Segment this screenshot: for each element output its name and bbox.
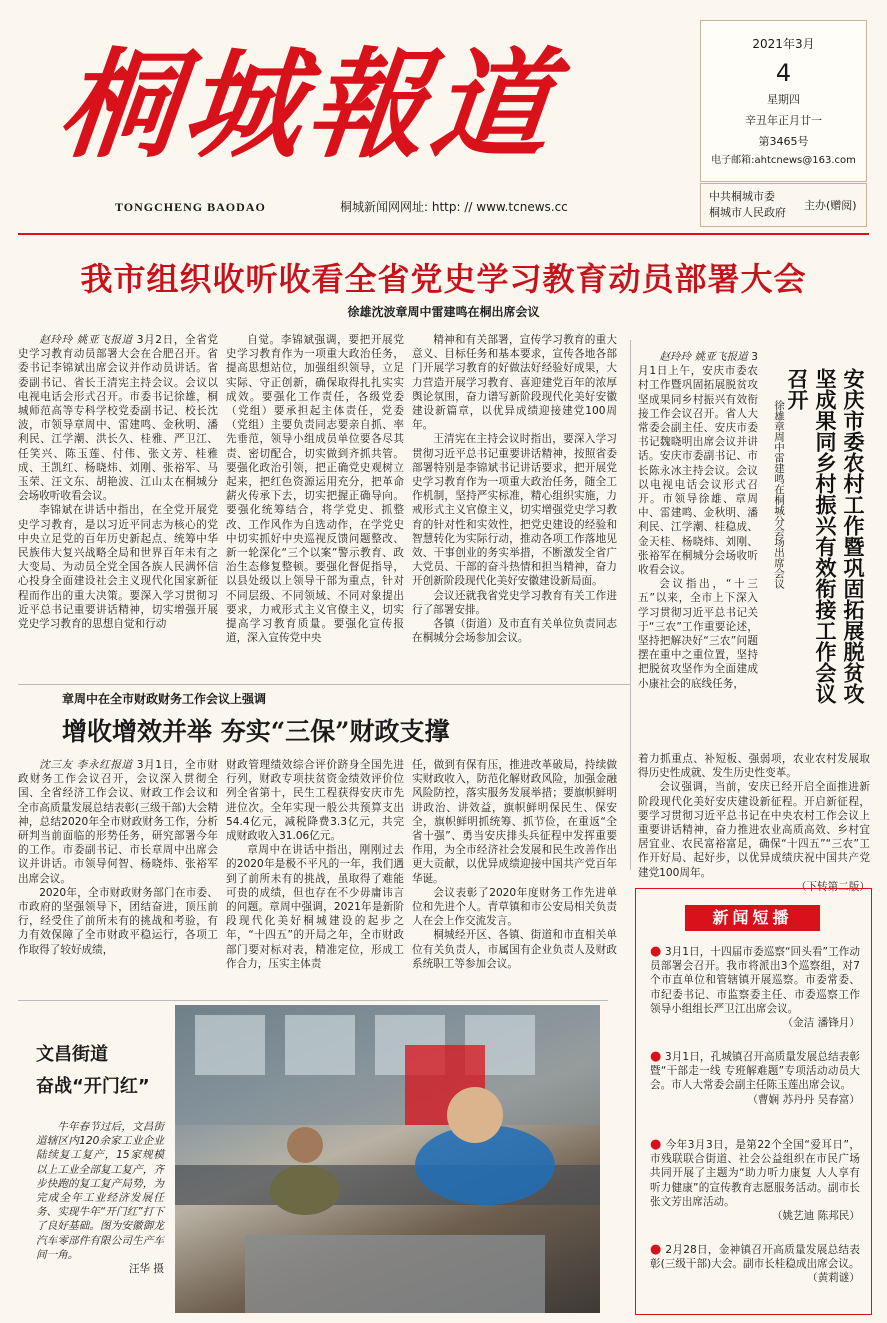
- finance-byline: 沈三友 李永红报道: [39, 759, 133, 771]
- bullet-icon: ●: [650, 1137, 662, 1152]
- briefs-title: 新闻短播: [685, 905, 820, 931]
- date-weekday: 星期四: [767, 93, 800, 106]
- factory-photo-illustration: [175, 1005, 600, 1313]
- publisher-role: 主办(赠阅): [804, 199, 857, 212]
- finance-col1b-text: 2020年，全市财政财务部门在市委、市政府的坚强领导下，团结奋进，顶压前行，经受住了前所未有的挑战和考验，有力有效保障了全市财政平稳运行，各项工作取得了较好成绩，: [18, 886, 218, 956]
- publisher-line1: 中共桐城市委: [709, 190, 775, 203]
- brief-item-4: [650, 1243, 860, 1286]
- rural-body1: 3月1日上午，安庆市委农村工作暨巩固拓展脱贫攻坚成果同乡村振兴有效衔接工作会议召开。省人大常委会副主任、安庆市委书记魏晓明出席会议并讲话。安庆市委副书记、市长陈永冰主持会议。会议以电视电话会议形式召开。市领导徐雄、章周中、雷建鸣、金秋明、潘利民、江学潮、桂稳成、金天桂、杨晓炜、刘刚、张裕军在桐城分会场收听收看会议。: [638, 351, 758, 577]
- issue-number: 第3465号: [758, 135, 809, 148]
- lead-col3d-text: 各镇（街道）及市直有关单位负责同志在桐城分会场参加会议。: [412, 618, 617, 645]
- email[interactable]: 电子邮箱:ahtcnews@163.com: [711, 155, 856, 166]
- finance-col2b-text: 章周中在讲话中指出，刚刚过去的2020年是极不平凡的一年，我们遇到了前所未有的挑战，虽取得了难能可贵的成绩，但也存在不少毋庸讳言的问题。章周中强调，2021年是新阶段现代化美好桐城建设的起步之年，“十四五”的开局之年，全市财政部门要对标对表，精准定位，形成工作合力，压实主体责: [226, 844, 404, 970]
- lead-col3-text: 精神和有关部署，宣传学习教育的重大意义、目标任务和基本要求，宣传各地各部门开展学习教育的好做法好经验好成果，大力营造开展学习教育、喜迎建党百年的浓厚舆论氛围，奋力谱写新阶段现代化美好安徽建设新篇章，以优异成绩迎接建党100周年。: [412, 334, 617, 432]
- lead-headline: 我市组织收听收看全省党史学习教育动员部署大会: [80, 260, 807, 298]
- lead-col1b-text: 李锦斌在讲话中指出，在全党开展党史学习教育，是以习近平同志为核心的党中央立足党的百年历史新起点、统筹中华民族伟大复兴战略全局和世界百年未有之大变局、为动员全党全国各族人民满怀信心投身全面建设社会主义现代化国家新征程而作出的重大决策。要深入学习贯彻习近平总书记重要讲话精神，切实增强开展党史学习教育的思想自觉和行动: [18, 504, 218, 631]
- lead-col1-text: 3月2日，全省党史学习教育动员部署大会在合肥召开。省委书记李锦斌出席会议并作动员讲话。省委副书记、省长王清宪主持会议。会议以电视电话会形式召开。市委书记徐雄，桐城师范高等专科学校党委副书记、校长沈波，市领导章周中、雷建鸣、金秋明、潘利民、江学潮、洪长久、桂雅、严卫江、任笑兴、陈玉莲、付伟、张文芳、桂雅成、王凯红、杨晓炜、刘刚、张裕军、马玉荣、汪文东、胡艳波、江山太在桐城分会场收听收看会议。: [18, 334, 219, 503]
- brief-author: （曹娴 苏丹丹 吴春富）: [747, 1093, 860, 1106]
- rural-body4: 会议强调，当前，安庆已经开启全面推进新阶段现代化美好安庆建设新征程。开启新征程，要学习贯彻习近平总书记在中央农村工作会议上重要讲话精神，奋力推进农业高质高效、乡村宜居宜业、农民富裕富足，确保“十四五”“三农”工作开好局、起好步，以优异成绩庆祝中国共产党建党100周年。: [638, 781, 870, 879]
- date-year-month: 2021年3月: [752, 37, 815, 51]
- masthead-pinyin: TONGCHENG BAODAO: [115, 200, 266, 214]
- masthead-rule: [18, 233, 869, 235]
- brief-item-2: [650, 1050, 860, 1107]
- bullet-icon: ●: [650, 1242, 662, 1257]
- lead-col3c-text: 会议还就我省党史学习教育有关工作进行了部署安排。: [412, 589, 617, 616]
- finance-column-3: [412, 758, 617, 998]
- photo-credit: 汪华 摄: [128, 1263, 164, 1276]
- date-day: 4: [775, 59, 792, 87]
- photo-title-2: 奋战“开门红”: [36, 1076, 150, 1097]
- rural-text: [638, 350, 758, 750]
- brief-text: 3月1日，孔城镇召开高质量发展总结表彰暨“干部走一线 专班解难题”专项活动动员大会。市人大常委会副主任陈玉莲出席会议。: [650, 1051, 860, 1092]
- finance-col3c-text: 桐城经开区、各镇、街道和市直相关单位有关负责人，市属国有企业负责人及财政系统职工等参加会议。: [412, 929, 617, 970]
- photo-caption: [36, 1120, 164, 1295]
- lead-column-3: [412, 333, 617, 673]
- finance-column-2: [226, 758, 404, 998]
- photo-rule: [18, 1000, 608, 1001]
- publisher-line2: 桐城市人民政府: [709, 206, 786, 219]
- lead-column-1: [18, 333, 218, 673]
- rural-body3: 着力抓重点、补短板、强弱项，农业农村发展取得历史性成就、发生历史性变革。: [638, 753, 870, 780]
- publisher-box: [700, 183, 867, 227]
- brief-text: 2月28日，金神镇召开高质量发展总结表彰(三级干部)大会。副市长桂稳成出席会议。: [650, 1244, 861, 1271]
- date-box: [700, 20, 867, 182]
- lead-subhead: 徐雄沈波章周中雷建鸣在桐出席会议: [347, 305, 540, 319]
- factory-photo: [175, 1005, 600, 1313]
- rural-byline: 赵玲玲 姚亚飞报道: [659, 351, 748, 363]
- brief-author: （黄莉谜）: [807, 1272, 860, 1285]
- lead-column-2: [226, 333, 404, 673]
- photo-title-1: 文昌街道: [36, 1044, 108, 1065]
- rural-continued: [638, 752, 870, 893]
- brief-text: 3月1日，十四届市委巡察“回头看”工作动员部署会召开。我市将派出3个巡察组，对7个市直单位和管辖镇开展巡察。市委常委、市纪委书记、市监察委主任、市委巡察工作领导小组组长严卫江出席会议。: [650, 946, 860, 1015]
- rural-headline: 安庆市委农村工作暨巩固拓展脱贫攻坚成果同乡村振兴有效衔接工作会议召开: [785, 368, 866, 704]
- bullet-icon: ●: [650, 944, 662, 959]
- finance-col1-text: 3月1日，全市财政财务工作会议召开，会议深入贯彻全国、全省经济工作会议、财政工作会议和全市高质量发展总结表彰(三级干部)大会精神，总结2020年全市财政财务工作，分析研判当前面临的形势任务，研究部署今年的工作。市委副书记、市长章周中出席会议并讲话。市领导何智、杨晓炜、张裕军出席会议。: [18, 759, 219, 885]
- brief-text: 今年3月3日，是第22个全国“爱耳日”，市残联联合街道、社会公益组织在市民广场共同开展了主题为“助力听力康复 人人享有听力健康”的宣传教育志愿服务活动。副市长张文芳出席活动。: [650, 1139, 861, 1208]
- finance-headline: 增收增效并举 夯实“三保”财政支撑: [62, 717, 450, 746]
- brief-author: （姚艺迪 陈邦民）: [771, 1210, 860, 1223]
- finance-col2-text: 财政管理绩效综合评价跻身全国先进行列，财政专项扶贫资金绩效评价位列全省第十，民生工程获得安庆市先进位次。全年实现一般公共预算支出54.4亿元，减税降费3.3亿元，共完成财政收入31.06亿元。: [226, 759, 404, 843]
- rural-body2: 会议指出，“十三五”以来，全市上下深入学习贯彻习近平总书记关于“三农”工作重要论述，坚持把解决好“三农”问题摆在重中之重位置，坚持把脱贫攻坚作为全面建成小康社会的底线任务，: [638, 578, 758, 690]
- photo-caption-text: 牛年春节过后，文昌街道辖区内120余家工业企业陆续复工复产，15家规模以上工业全部复工复产，齐步快跑的复工复产局势，为完成全年工业经济发展任务、实现牛年“开门红”打下了良好基础。图为安徽御龙汽车零部件有限公司生产车间一角。: [36, 1121, 164, 1261]
- finance-kicker: 章周中在全市财政财务工作会议上强调: [62, 692, 267, 706]
- finance-col3-text: 任，做到有保有压，推进改革破局，持续做实财政收入，防范化解财政风险，加强金融风险防控，落实服务发展举措；要旗帜鲜明讲政治、讲效益，旗帜鲜明保民生、保安全，旗帜鲜明抓统筹、抓节俭，在重返“全省十强”、勇当安庆排头兵征程中发挥重要作用，为全市经济社会发展和民生改善作出更大贡献，以优异成绩迎接中国共产党百年华诞。: [412, 759, 617, 885]
- rural-subhead: 徐雄章周中雷建鸣在桐城分会场出席会议: [773, 400, 785, 589]
- brief-item-3: [650, 1138, 860, 1223]
- date-lunar: 辛丑年正月廿一: [745, 114, 822, 127]
- brief-item-1: [650, 945, 860, 1030]
- finance-rule: [18, 684, 630, 685]
- bullet-icon: ●: [650, 1049, 662, 1064]
- website-url[interactable]: 桐城新闻网网址: http: // www.tcnews.cc: [340, 200, 568, 214]
- column-divider: [630, 340, 631, 870]
- rural-jump: （下转第二版）: [795, 880, 870, 893]
- lead-col2-text: 自觉。李锦斌强调，要把开展党史学习教育作为一项重大政治任务，提高思想站位，加强组织领导，立足实际、守正创新，确保取得扎扎实实成效。要强化工作责任，各级党委（党组）要承担起主体责任，党委（党组）主要负责同志要亲自抓、率先垂范，领导小组成员单位要各尽其责、密切配合，切实做到齐抓共管。要强化政治引领，把正确党史观树立起来，把红色资源运用充分，把革命薪火传承下去，切实把握正确导向。要强化统筹结合，将学党史、抓整改、工作风作为自选动作，在学党史中切实抓好中央巡视反馈问题整改、新一轮深化“三个以案”警示教育、政治生态修复整顿。要强化督促指导，以县处级以上领导干部为重点，针对不同层级、不同领域、不同对象提出要求，力戒形式主义官僚主义，切实提高学习教育质量。要强化宣传报道，深入宣传党中央: [226, 334, 404, 645]
- lead-byline: 赵玲玲 姚亚飞报道: [39, 334, 133, 346]
- lead-col3b-text: 王清宪在主持会议时指出，要深入学习贯彻习近平总书记重要讲话精神，按照省委部署特别是李锦斌书记讲话要求，把开展党史学习教育作为一项重大政治任务，随全工作机制，坚持严实标准，精心组织实施，力戒形式主义官僚主义，切实增强党史学习教育的针对性和实效性，把党史建设的经验和智慧转化为实际行动，推动各项工作落地见效、干事创业的务实举措，不断激发全省广大党员、干部的奋斗热情和担当精神，奋力开创新阶段现代化美好安徽建设新局面。: [412, 433, 617, 588]
- finance-column-1: [18, 758, 218, 998]
- finance-col3b-text: 会议表彰了2020年度财务工作先进单位和先进个人。青草镇和市公安局相关负责人在会上作交流发言。: [412, 886, 617, 928]
- brief-author: （金洁 潘锋月）: [782, 1017, 860, 1030]
- masthead-logo: 桐城報道: [52, 35, 564, 174]
